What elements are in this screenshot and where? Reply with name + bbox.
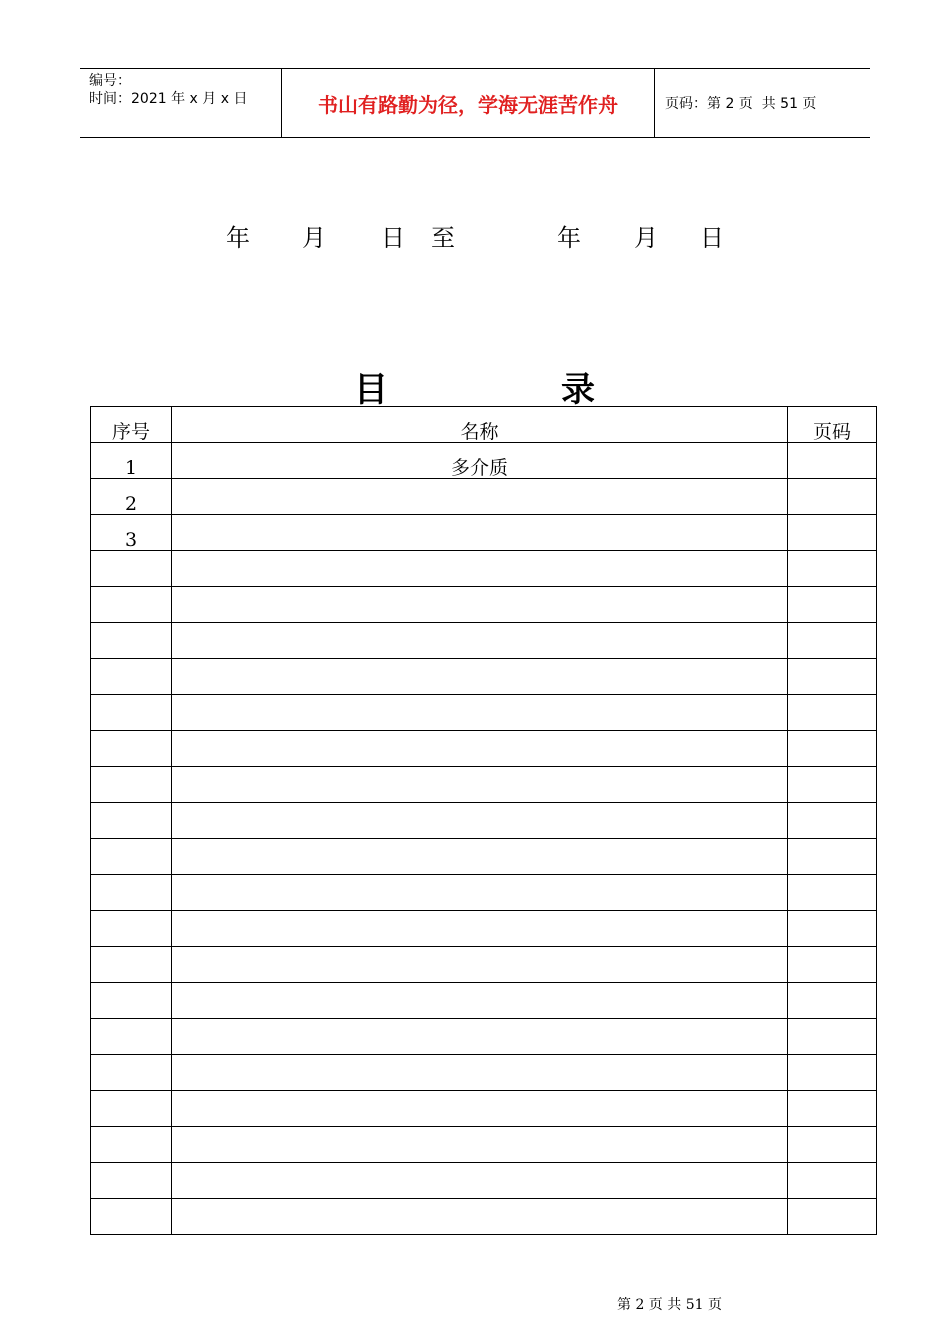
header-page-info-text: 页码：第 2 页 共 51 页 [665,96,817,112]
header-motto: 书山有路勤为径，学海无涯苦作舟 [282,69,655,137]
table-row [91,767,877,803]
date-to: 至 [431,224,455,252]
table-row [91,1091,877,1127]
table-row [91,1199,877,1235]
toc-cell-name [172,983,788,1019]
toc-header-name: 名称 [172,407,788,443]
header-meta [80,69,282,137]
toc-cell-page [788,947,877,983]
toc-header-row [91,407,877,443]
table-row [91,911,877,947]
table-row [91,659,877,695]
table-row [91,875,877,911]
toc-cell-index [91,803,172,839]
toc-body [91,443,877,1235]
toc-cell-index [91,623,172,659]
toc-cell-page [788,551,877,587]
toc-cell-index [91,911,172,947]
toc-cell-index [91,659,172,695]
toc-header-index: 序号 [91,407,172,443]
page-footer: 第 2 页 共 51 页 [617,1297,722,1313]
toc-cell-name [172,659,788,695]
toc-cell-name [172,1163,788,1199]
toc-cell-name [172,875,788,911]
toc-cell-index [91,551,172,587]
date-year-1: 年 [226,224,250,252]
table-row [91,479,877,515]
toc-cell-name [172,479,788,515]
table-row [91,1127,877,1163]
toc-cell-name [172,911,788,947]
toc-cell-page [788,1055,877,1091]
document-number-label: 编号： [89,73,131,89]
toc-cell-index [91,1055,172,1091]
toc-cell-page [788,659,877,695]
toc-cell-name [172,515,788,551]
table-row [91,983,877,1019]
table-row [91,1163,877,1199]
table-row [91,1055,877,1091]
toc-cell-page [788,443,877,479]
toc-cell-index: 2 [91,479,172,515]
date-range-line [0,218,950,250]
toc-cell-index [91,1163,172,1199]
table-row [91,515,877,551]
toc-cell-page [788,1091,877,1127]
toc-cell-index [91,731,172,767]
table-row [91,731,877,767]
toc-cell-page [788,839,877,875]
toc-cell-index [91,839,172,875]
toc-cell-name [172,623,788,659]
toc-cell-index: 1 [91,443,172,479]
toc-cell-name [172,803,788,839]
toc-cell-index [91,947,172,983]
toc-cell-name: 多介质 [172,443,788,479]
toc-cell-name [172,1127,788,1163]
toc-cell-index [91,875,172,911]
toc-cell-name [172,1199,788,1235]
toc-cell-page [788,587,877,623]
header-page-info [655,69,870,137]
toc-cell-page [788,911,877,947]
toc-cell-name [172,947,788,983]
toc-cell-index [91,1019,172,1055]
table-row [91,623,877,659]
toc-cell-page [788,875,877,911]
date-day-2: 日 [700,224,724,252]
table-row [91,695,877,731]
toc-cell-index [91,1127,172,1163]
toc-cell-page [788,1127,877,1163]
table-row [91,839,877,875]
toc-cell-name [172,767,788,803]
toc-cell-page [788,983,877,1019]
table-row [91,803,877,839]
toc-cell-index [91,1199,172,1235]
toc-header-page: 页码 [788,407,877,443]
toc-cell-index: 3 [91,515,172,551]
toc-cell-page [788,1019,877,1055]
toc-cell-page [788,1199,877,1235]
table-row [91,1019,877,1055]
toc-cell-name [172,1091,788,1127]
toc-cell-name [172,731,788,767]
toc-cell-page [788,767,877,803]
toc-cell-page [788,623,877,659]
toc-title-left: 目 [354,370,388,410]
toc-cell-name [172,839,788,875]
toc-cell-name [172,1055,788,1091]
toc-cell-name [172,587,788,623]
date-year-2: 年 [557,224,581,252]
date-day-1: 日 [381,224,405,252]
toc-cell-name [172,695,788,731]
toc-cell-name [172,551,788,587]
toc-cell-page [788,695,877,731]
toc-cell-page [788,515,877,551]
toc-cell-page [788,731,877,767]
toc-cell-index [91,587,172,623]
document-time-label: 时间：2021 年 x 月 x 日 [89,91,248,107]
toc-cell-page [788,479,877,515]
date-month-2: 月 [634,224,658,252]
table-row [91,443,877,479]
table-row [91,587,877,623]
toc-cell-page [788,1163,877,1199]
toc-cell-page [788,803,877,839]
toc-cell-index [91,767,172,803]
toc-cell-index [91,1091,172,1127]
table-row [91,947,877,983]
toc-table [90,406,877,1235]
page-header [80,68,870,138]
toc-title [0,362,950,408]
toc-cell-index [91,983,172,1019]
toc-cell-index [91,695,172,731]
toc-title-right: 录 [561,370,595,410]
table-row [91,551,877,587]
toc-cell-name [172,1019,788,1055]
date-month-1: 月 [302,224,326,252]
